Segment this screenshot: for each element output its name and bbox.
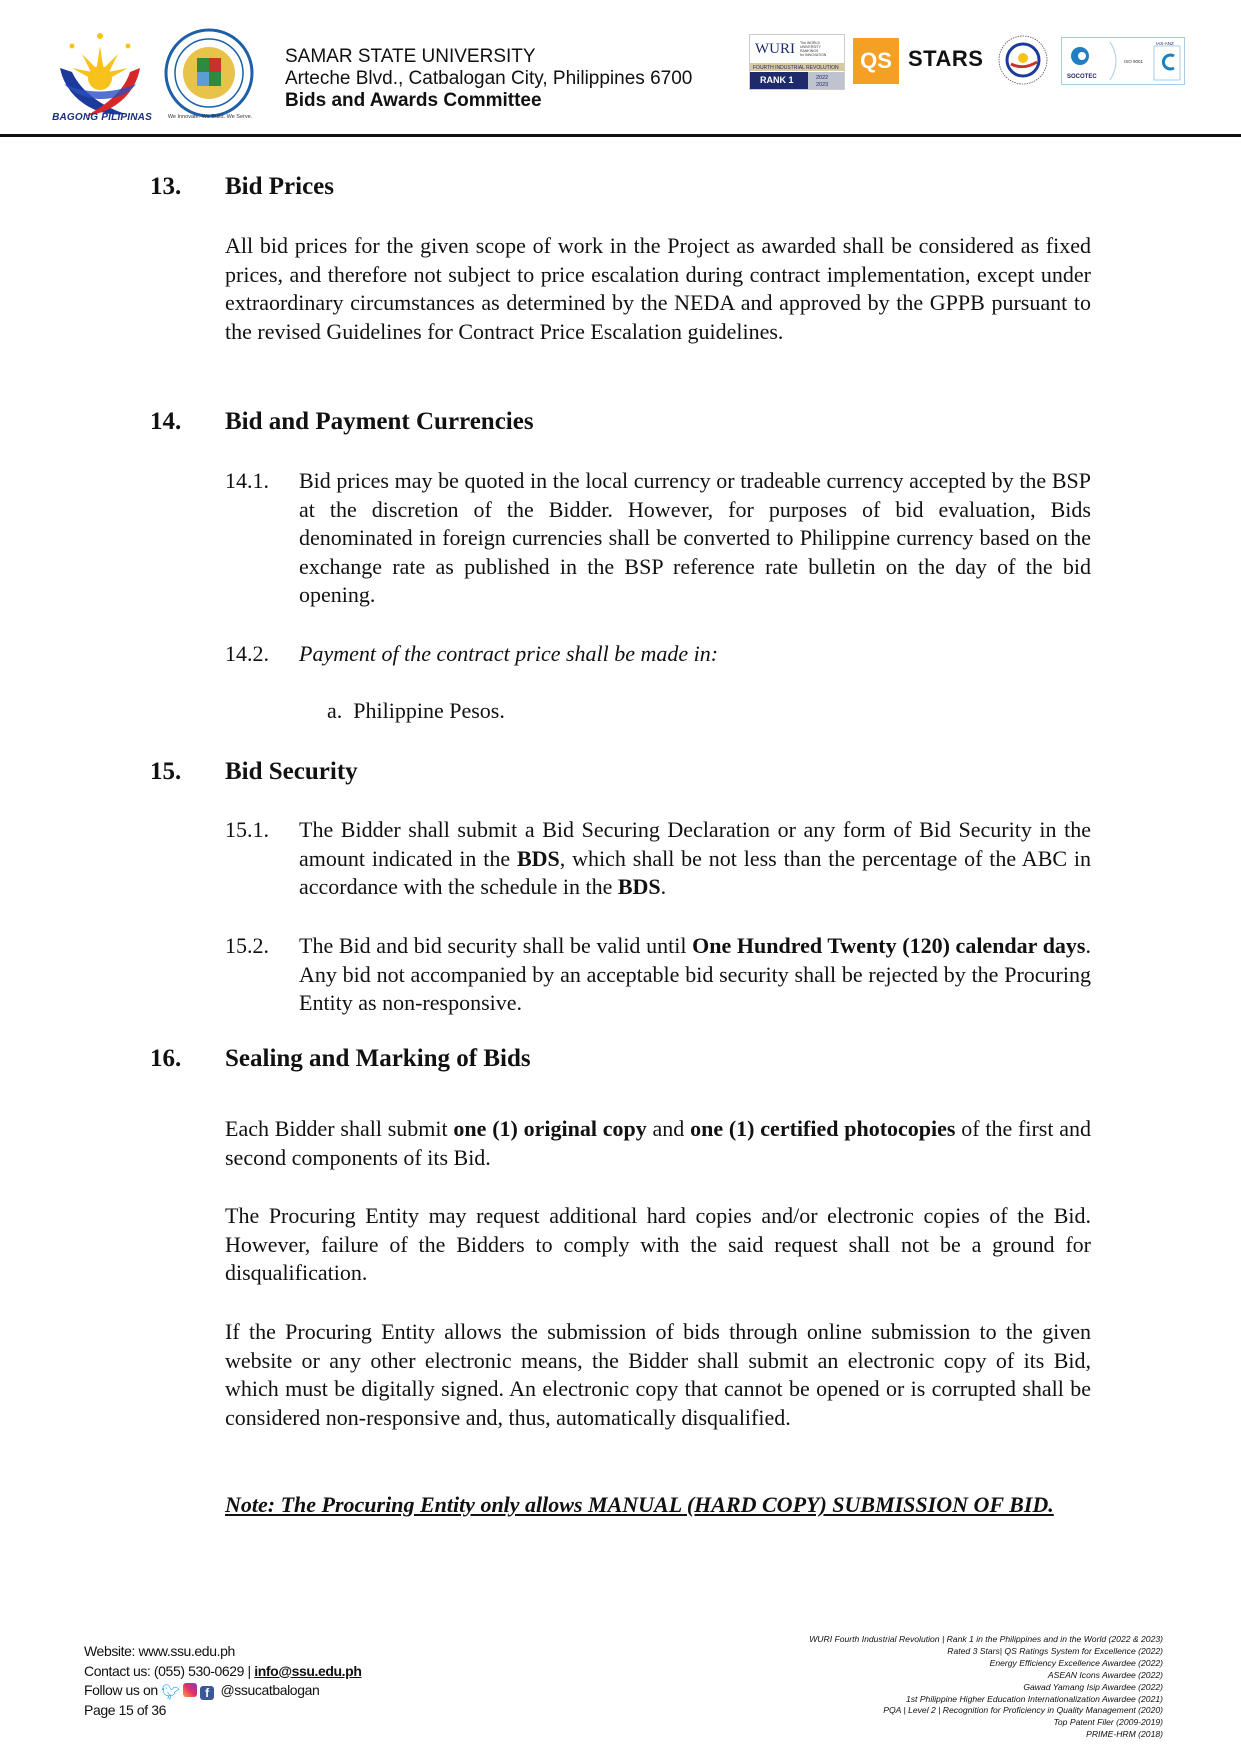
original-copy-emphasis: one (1) original copy <box>453 1116 647 1141</box>
validity-period-emphasis: One Hundred Twenty (120) calendar days <box>692 933 1086 958</box>
footer-awards <box>743 1634 1163 1741</box>
section-14-number: 14. <box>150 408 182 435</box>
instagram-icon[interactable] <box>183 1683 197 1697</box>
page-number: Page 15 of 36 <box>84 1701 166 1718</box>
wuri-badge-icon <box>749 34 845 90</box>
section-14-title: Bid and Payment Currencies <box>225 408 534 435</box>
qs-logo-icon: QS <box>853 38 899 84</box>
social-handle: @ssucatbalogan <box>220 1682 320 1698</box>
section-16-title: Sealing and Marking of Bids <box>225 1045 531 1072</box>
subsection-14-2-number: 14.2. <box>225 641 269 666</box>
text-run: The Bidder shall submit a Bid Securing Declaration or any form of Bid Security in the amount indicated in the <box>299 817 1091 871</box>
subsection-15-2-number: 15.2. <box>225 933 269 958</box>
subsection-15-1-number: 15.1. <box>225 817 269 842</box>
svg-text:RANKINGS: RANKINGS <box>800 49 819 53</box>
university-address: Arteche Blvd., Catbalogan City, Philippines 6700 <box>285 68 693 89</box>
submission-note: Note: The Procuring Entity only allows MANUAL (HARD COPY) SUBMISSION OF BID. <box>225 1492 1054 1517</box>
svg-text:RANK 1: RANK 1 <box>760 75 794 85</box>
award-line: Energy Efficiency Excellence Awardee (2022) <box>989 1657 1163 1668</box>
section-15-number: 15. <box>150 758 182 785</box>
text-run: and <box>646 1116 691 1141</box>
subsection-14-2-text: Payment of the contract price shall be made in: <box>299 641 719 666</box>
svg-text:2023: 2023 <box>816 82 829 88</box>
subsection-15-1-text <box>299 816 1091 902</box>
award-line: PRIME-HRM (2018) <box>1086 1729 1163 1740</box>
svg-text:UNIVERSITY: UNIVERSITY <box>800 45 822 49</box>
text-run: of the first and second components of its Bid. <box>225 1116 1092 1170</box>
bds-emphasis: BDS <box>517 845 560 871</box>
quality-award-seal-icon <box>997 34 1049 86</box>
subsection-14-1-text: Bid prices may be quoted in the local currency or tradeable currency accepted by the BSP at the discretion of the Bidder. However, for purposes of bid evaluation, Bids denominated in foreign currencies shall be converted to Philippine currency based on the exchange rate as published in the BSP reference rate bulletin on the day of the bid opening. <box>299 468 1091 608</box>
text-run: Each Bidder shall submit <box>225 1116 454 1141</box>
svg-text:IAS-ANZ: IAS-ANZ <box>1156 41 1174 46</box>
footer-contact-line <box>84 1662 361 1682</box>
section-13-paragraph: All bid prices for the given scope of work in the Project as awarded shall be considered as fixed prices, and therefore not subject to price escalation during contract implementation, except under extraordinary circumstances as determined by the NEDA and approved by the GPPB pursuant to the revised Guidelines for Contract Price Escalation guidelines. <box>225 233 1091 344</box>
section-16-paragraph-3: If the Procuring Entity allows the submission of bids through online submission to the given website or any other electronic means, the Bidder shall submit an electronic copy of its Bid, which must be digitally signed. An electronic copy that cannot be opened or is corrupted shall be considered non-responsive and, thus, automatically disqualified. <box>225 1319 1091 1430</box>
ssu-tagline: We Innovate. We Build. We Serve. <box>167 114 253 120</box>
follow-label: Follow us on <box>84 1682 158 1698</box>
svg-text:The WORLD: The WORLD <box>800 41 821 45</box>
footer-social <box>84 1681 361 1701</box>
letterhead <box>0 0 1241 140</box>
qs-stars-badge <box>853 38 984 84</box>
payment-currency-list-item <box>327 697 505 726</box>
text-run: . <box>660 874 667 900</box>
subsection-14-1-number: 14.1. <box>225 468 269 493</box>
svg-text:SOCOTEC: SOCOTEC <box>1067 74 1097 80</box>
university-name: SAMAR STATE UNIVERSITY <box>285 46 536 67</box>
list-marker: a. <box>327 698 343 723</box>
header-divider <box>0 134 1241 137</box>
section-16-paragraph-1 <box>225 1115 1091 1172</box>
award-line: 1st Philippine Higher Education Internationalization Awardee (2021) <box>905 1693 1163 1704</box>
letterhead-text <box>285 46 692 112</box>
list-item-text: Philippine Pesos. <box>353 698 505 723</box>
section-16-number: 16. <box>150 1045 182 1072</box>
section-15-title: Bid Security <box>225 758 358 785</box>
photocopies-emphasis: one (1) certified photocopies <box>690 1116 956 1141</box>
qs-stars-text: STARS <box>908 46 984 71</box>
text-run: The Bid and bid security shall be valid until <box>299 933 693 958</box>
award-line: ASEAN Icons Awardee (2022) <box>1047 1669 1163 1680</box>
footer-contact <box>84 1642 361 1720</box>
text-run: . Any bid not accompanied by an acceptable bid security shall be rejected by the Procuring Entity as non-responsive. <box>299 933 1091 1016</box>
section-13-title: Bid Prices <box>225 173 335 200</box>
twitter-icon[interactable]: 🐦︎ <box>161 1684 180 1701</box>
award-line: Top Patent Filer (2009-2019) <box>1053 1717 1163 1728</box>
award-line: Rated 3 Stars| QS Ratings System for Excellence (2022) <box>947 1645 1163 1656</box>
svg-text:2022: 2022 <box>816 75 829 81</box>
section-13-number: 13. <box>150 173 182 200</box>
svg-text:FOURTH INDUSTRIAL REVOLUTION: FOURTH INDUSTRIAL REVOLUTION <box>753 65 839 71</box>
subsection-15-2-text <box>299 932 1091 1018</box>
award-line: WURI Fourth Industrial Revolution | Rank 1 in the Philippines and in the World (2022 & 2023) <box>809 1634 1163 1644</box>
facebook-icon[interactable]: f <box>200 1686 214 1700</box>
footer-website: Website: www.ssu.edu.ph <box>84 1643 235 1659</box>
bagong-pilipinas-logo-icon <box>46 28 154 124</box>
svg-text:ISO 9001: ISO 9001 <box>1124 59 1144 64</box>
svg-text:for INNOVATION: for INNOVATION <box>800 53 827 57</box>
email-link[interactable]: info@ssu.edu.ph <box>254 1662 362 1679</box>
award-line: PQA | Level 2 | Recognition for Proficiency in Quality Management (2020) <box>883 1705 1163 1716</box>
bds-emphasis: BDS <box>617 874 661 900</box>
committee-name: Bids and Awards Committee <box>285 90 542 111</box>
award-line: Gawad Yamang Isip Awardee (2022) <box>1023 1681 1163 1692</box>
section-16-paragraph-2: The Procuring Entity may request additional hard copies and/or electronic copies of the Bid. However, failure of the Bidders to comply with the said request shall not be a ground for disqualification. <box>225 1203 1091 1286</box>
socotec-iso-badge-icon <box>1061 37 1185 85</box>
svg-text:WURI: WURI <box>755 41 795 57</box>
bagong-pilipinas-wordmark: BAGONG PILIPINAS <box>52 112 152 123</box>
ssu-seal-icon <box>164 28 254 118</box>
text-run: , which shall be not less than the percentage of the ABC in accordance with the schedule in the <box>299 845 1092 900</box>
contact-phone: Contact us: (055) 530-0629 | <box>84 1662 255 1679</box>
